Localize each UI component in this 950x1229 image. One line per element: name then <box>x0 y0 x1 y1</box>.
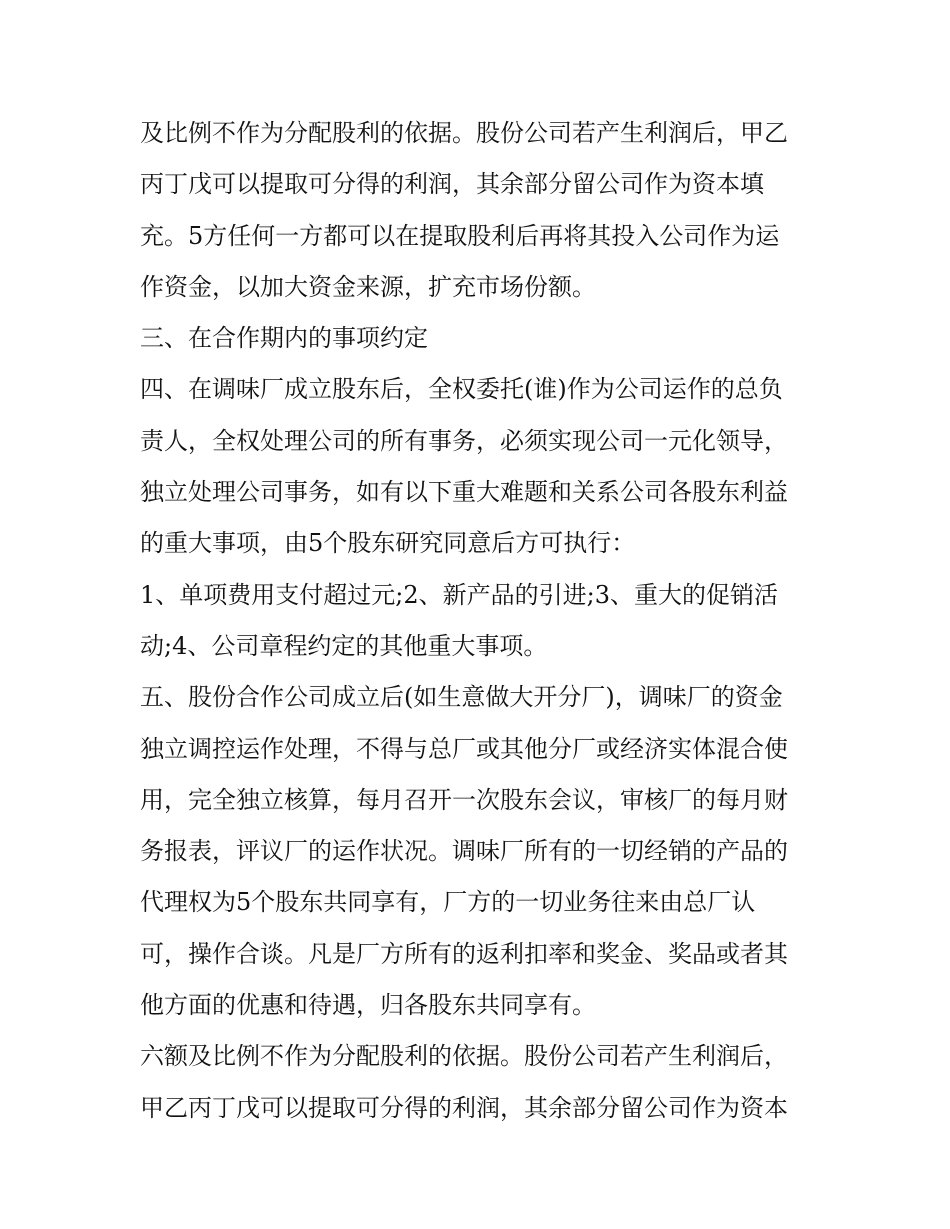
text-line-6: 四、在调味厂成立股东后，全权委托(谁)作为公司运作的总负 <box>140 375 783 404</box>
text-line-17: 可，操作合谈。凡是厂方所有的返利扣率和奖金、奖品或者其 <box>140 939 788 968</box>
text-line-4: 作资金，以加大资金来源，扩充市场份额。 <box>140 272 596 301</box>
text-line-15: 务报表，评议厂的运作状况。调味厂所有的一切经销的产品的 <box>140 837 788 866</box>
section-heading-3: 三、在合作期内的事项约定 <box>140 324 428 353</box>
text-line-8: 独立处理公司事务，如有以下重大难题和关系公司各股东利益 <box>140 478 788 507</box>
text-line-18: 他方面的优惠和待遇，归各股东共同享有。 <box>140 991 596 1020</box>
text-line-1: 及比例不作为分配股利的依据。股份公司若产生利润后，甲乙 <box>140 119 788 147</box>
text-line-2: 丙丁戊可以提取可分得的利润，其余部分留公司作为资本填 <box>140 170 764 199</box>
text-line-20: 甲乙丙丁戊可以提取可分得的利润，其余部分留公司作为资本 <box>140 1093 788 1122</box>
text-line-10: 1、单项费用支付超过元;2、新产品的引进;3、重大的促销活 <box>140 580 778 609</box>
text-line-12: 五、股份合作公司成立后(如生意做大开分厂)，调味厂的资金 <box>140 683 783 712</box>
text-line-19: 六额及比例不作为分配股利的依据。股份公司若产生利润后， <box>140 1042 788 1071</box>
text-line-16: 代理权为5个股东共同享有，厂方的一切业务往来由总厂认 <box>140 888 756 917</box>
text-line-13: 独立调控运作处理，不得与总厂或其他分厂或经济实体混合使 <box>140 734 788 763</box>
document-body <box>140 108 820 1134</box>
text-line-3: 充。5方任何一方都可以在提取股利后再将其投入公司作为运 <box>140 221 780 250</box>
text-line-14: 用，完全独立核算，每月召开一次股东会议，审核厂的每月财 <box>140 785 788 814</box>
text-line-11: 动;4、公司章程约定的其他重大事项。 <box>140 631 548 660</box>
text-line-7: 责人，全权处理公司的所有事务，必须实现公司一元化领导， <box>140 426 788 455</box>
text-line-9: 的重大事项，由5个股东研究同意后方可执行： <box>140 529 636 558</box>
